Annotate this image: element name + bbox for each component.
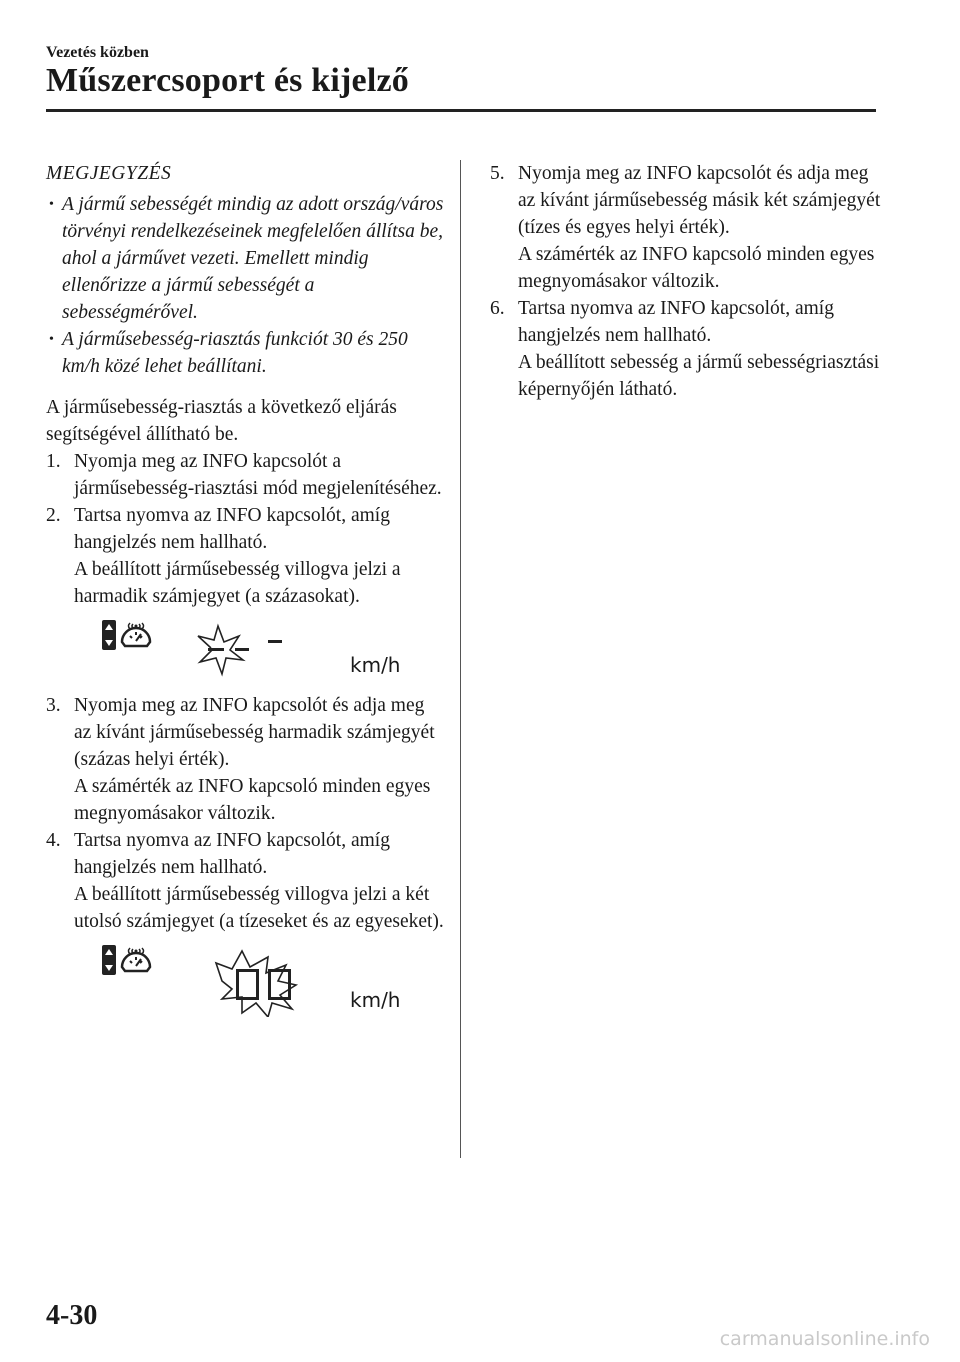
step-text: Nyomja meg az INFO kapcsolót és adja meg az kívánt járműsebesség másik két számjegyét (tízes és egyes helyi érték). bbox=[518, 163, 881, 238]
watermark: carmanualsonline.info bbox=[719, 1328, 930, 1350]
step-3 bbox=[46, 692, 446, 827]
step-subtext: A beállított járműsebesség villogva jelzi a harmadik számjegyet (a százasokat). bbox=[74, 559, 401, 607]
step-number: 3. bbox=[46, 695, 61, 716]
section-label: Vezetés közben bbox=[46, 44, 149, 61]
step-subtext: A beállított járműsebesség villogva jelzi a két utolsó számjegyet (a tízeseket és az egyeseket). bbox=[74, 884, 444, 932]
step-1 bbox=[46, 448, 446, 502]
step-5 bbox=[490, 160, 890, 295]
intro-paragraph: A járműsebesség-riasztás a következő eljárás segítségével állítható be. bbox=[46, 397, 397, 445]
note-bullet: • A jármű sebességét mindig az adott ország/város törvényi rendelkezéseinek megfelelően állítsa be, ahol a járművet vezeti. Emellett mindig ellenőrizze a jármű sebességét a sebességmérővel. bbox=[46, 191, 446, 326]
step-number: 1. bbox=[46, 451, 61, 472]
step-text: Nyomja meg az INFO kapcsolót és adja meg az kívánt járműsebesség harmadik számjegyét (százas helyi érték). bbox=[74, 695, 435, 770]
column-divider bbox=[460, 160, 461, 1158]
left-column bbox=[46, 160, 446, 1027]
chapter-title: Műszercsoport és kijelző bbox=[46, 62, 409, 99]
step-subtext: A számérték az INFO kapcsoló minden egyes megnyomásakor változik. bbox=[518, 244, 875, 292]
step-2 bbox=[46, 502, 446, 610]
step-number: 2. bbox=[46, 505, 61, 526]
step-number: 4. bbox=[46, 830, 61, 851]
step-6 bbox=[490, 295, 890, 403]
display-tens-units-blinking bbox=[46, 937, 446, 1017]
display-hundreds-blinking bbox=[46, 612, 446, 682]
speed-unit-label: km/h bbox=[350, 653, 401, 677]
step-subtext: A beállított sebesség a jármű sebességriasztási képernyőjén látható. bbox=[518, 352, 880, 400]
step-4 bbox=[46, 827, 446, 935]
note-bullet: • A járműsebesség-riasztás funkciót 30 és 250 km/h közé lehet beállítani. bbox=[46, 326, 446, 380]
step-text: Nyomja meg az INFO kapcsolót a járműsebesség-riasztási mód megjelenítéséhez. bbox=[74, 451, 442, 499]
speed-unit-label: km/h bbox=[350, 988, 401, 1012]
note-title: MEGJEGYZÉS bbox=[46, 163, 172, 184]
step-text: Tartsa nyomva az INFO kapcsolót, amíg hangjelzés nem hallható. bbox=[518, 298, 834, 346]
right-column bbox=[490, 160, 890, 403]
page-number: 4-30 bbox=[46, 1300, 98, 1331]
step-text: Tartsa nyomva az INFO kapcsolót, amíg hangjelzés nem hallható. bbox=[74, 505, 390, 553]
step-text: Tartsa nyomva az INFO kapcsolót, amíg hangjelzés nem hallható. bbox=[74, 830, 390, 878]
step-number: 6. bbox=[490, 298, 505, 319]
step-number: 5. bbox=[490, 163, 505, 184]
header-rule bbox=[46, 109, 876, 112]
step-subtext: A számérték az INFO kapcsoló minden egyes megnyomásakor változik. bbox=[74, 776, 431, 824]
